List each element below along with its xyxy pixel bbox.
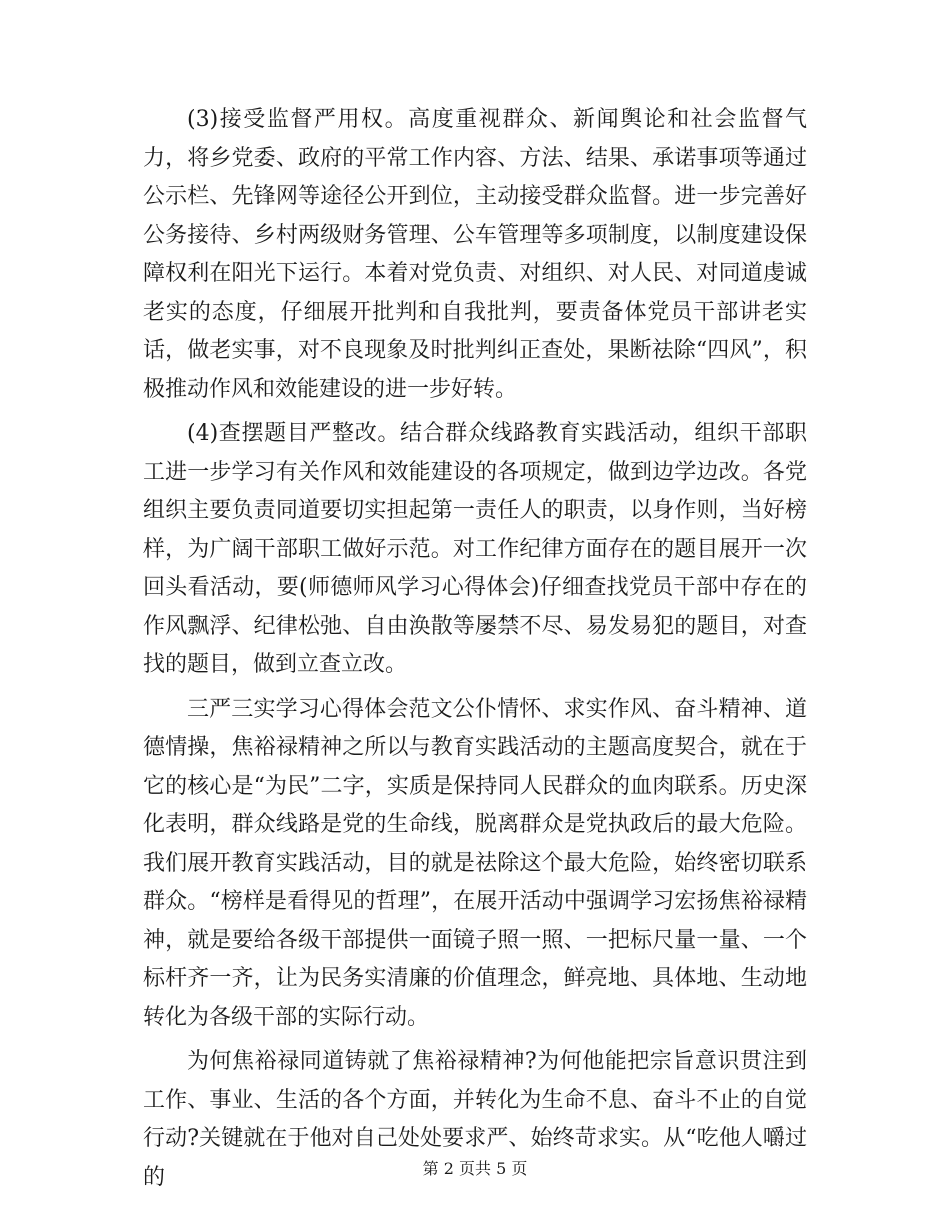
paragraph-strict-and-practical: 为何焦裕禄同道铸就了焦裕禄精神?为何他能把宗旨意识贯注到工作、事业、生活的各个方面，并转化为生命不息、奋斗不止的自觉行动?关键就在于他对自己处处要求严、始终苛求实。从“吃他人嚼过的 [143, 1049, 807, 1190]
paragraph-supervision: (3)接受监督严用权。高度重视群众、新闻舆论和社会监督气力，将乡党委、政府的平常工作内容、方法、结果、承诺事项等通过公示栏、先锋网等途径公开到位，主动接受群众监督。进一步完善好公务接待、乡村两级财务管理、公车管理等多项制度，以制度建设保障权利在阳光下运行。本着对党负责、对组织、对人民、对同道虔诚老实的态度，仔细展开批判和自我批判，要责备体党员干部讲老实话，做老实事，对不良现象及时批判纠正查处，果断祛除“四风”，积极推动作风和效能建设的进一步好转。 [143, 107, 807, 402]
paragraph-jiao-yulu-spirit: 三严三实学习心得体会范文公仆情怀、求实作风、奋斗精神、道德情操，焦裕禄精神之所以与教育实践活动的主题高度契合，就在于它的核心是“为民”二字，实质是保持同人民群众的血肉联系。历史深化表明，群众线路是党的生命线，脱离群众是党执政后的最大危险。我们展开教育实践活动，目的就是祛除这个最大危险，始终密切联系群众。“榜样是看得见的哲理”，在展开活动中强调学习宏扬焦裕禄精神，就是要给各级干部提供一面镜子照一照、一把标尺量一量、一个标杆齐一齐，让为民务实清廉的价值理念，鲜亮地、具体地、生动地转化为各级干部的实际行动。 [143, 696, 807, 1030]
body-text [143, 101, 807, 1197]
page-number-footer: 第 2 页共 5 页 [422, 1159, 528, 1178]
paragraph-rectification: (4)查摆题目严整改。结合群众线路教育实践活动，组织干部职工进一步学习有关作风和效能建设的各项规定，做到边学边改。各党组织主要负责同道要切实担起第一责任人的职责，以身作则，当好榜样，为广阔干部职工做好示范。对工作纪律方面存在的题目展开一次回头看活动，要(师德师风学习心得体会)仔细查找党员干部中存在的作风飘浮、纪律松弛、自由涣散等屡禁不尽、易发易犯的题目，对查找的题目，做到立查立改。 [143, 421, 807, 677]
